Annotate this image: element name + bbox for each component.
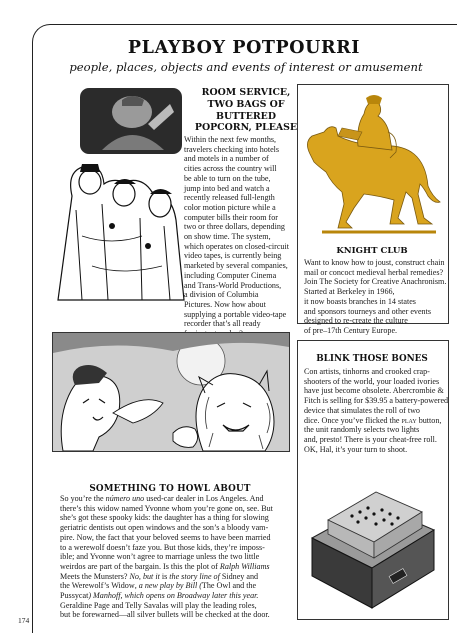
room-service-body-line: jump into bed and watch a: [184, 183, 270, 193]
blink-bones-body-line: have just become obsolete. Abercrombie &: [304, 386, 444, 396]
howl-body-line: [60, 591, 290, 601]
page-title: PLAYBOY POTPOURRI: [127, 38, 361, 58]
blink-bones-body-line: and, presto! There is your cheat-free roll.: [304, 434, 437, 444]
page-number: 174: [18, 616, 30, 625]
howl-italic-text: the story line of: [167, 571, 222, 581]
room-service-body-line: Pictures. Now how about: [184, 299, 266, 309]
room-service-body-line: supplying a portable video-tape: [184, 309, 287, 319]
room-service-body-line: recently released full-length: [184, 193, 275, 203]
knight-club-body-line: designed to re-create the culture: [304, 316, 408, 326]
howl-text: Geraldine Page and Telly Savalas will play the leading roles,: [60, 600, 257, 610]
room-service-body-line: and Trans-World Productions,: [184, 280, 282, 290]
howl-text: Meets the Munsters?: [60, 571, 128, 581]
howl-text: is: [161, 571, 168, 581]
page-subtitle: people, places, objects and events of interest or amusement: [69, 60, 423, 74]
room-service-body-line: video tapes, is currently being: [184, 251, 282, 261]
howl-text: but be forewarned—all silver bullets will be checked at the door.: [60, 610, 270, 620]
room-service-body-line: marketed by several companies,: [184, 261, 288, 271]
room-service-headline-line: ROOM SERVICE,: [201, 87, 291, 98]
howl-body-line: [60, 504, 290, 514]
howl-body-line: [60, 581, 290, 591]
howl-italic-text: , a new play by Bill (: [134, 581, 202, 591]
howl-italic-text: ) Manhoff, which opens on Broadway later this year.: [88, 591, 259, 601]
movie-illustration: [52, 86, 202, 308]
knight-club-body-line: Join The Society for Creative Anachronism.: [304, 277, 447, 287]
blink-bones-body-line: [304, 416, 444, 426]
blink-bones-body-line: Con artists, tinhorns and crooked crap-: [304, 367, 430, 376]
howl-body-line: [60, 513, 290, 523]
howl-body: [60, 494, 290, 620]
werewolf-illustration: [52, 332, 290, 452]
howl-italic-text: número uno: [105, 494, 145, 503]
play-button-word: play: [401, 415, 417, 425]
howl-italic-text: No, but it: [127, 571, 162, 581]
howl-body-line: [60, 523, 290, 533]
room-service-body-line: which operates on closed-circuit: [184, 241, 289, 251]
howl-body-line: [60, 543, 290, 553]
howl-text: Pussycat: [60, 591, 89, 601]
howl-text: pire. Now, the fact that your beloved seems to have been married: [60, 532, 271, 542]
blink-bones-headline: BLINK THOSE BONES: [316, 354, 428, 364]
electronic-dice-icon: [302, 460, 442, 612]
room-service-headline-line: TWO BAGS OF: [207, 98, 285, 110]
room-service-body-line: be able to turn on the tube,: [184, 173, 271, 183]
howl-body-line: [60, 610, 290, 620]
room-service-body: [184, 135, 304, 339]
howl-text: The Owl and the: [201, 581, 257, 591]
howl-text: geriatric dentists out open windows and the son’s a bloody vam-: [60, 523, 269, 533]
knight-club-body-line: Started at Berkeley in 1966,: [304, 287, 395, 297]
werewolf-illustration-svg: [53, 333, 289, 451]
knight-club-body-line: of pre–17th Century Europe.: [304, 325, 398, 335]
knight-club-body-line: Want to know how to joust, construct chain: [304, 258, 445, 267]
room-service-headline: [186, 87, 306, 134]
room-service-body-line: two or three dollars, depending: [184, 222, 285, 232]
howl-text: the Werewolf’s Widow: [60, 581, 135, 591]
knight-club-body: [304, 258, 447, 336]
knight-club-body-line: it now boasts branches in 14 states: [304, 296, 416, 306]
howl-text: ible; and Yvonne won’t agree to marriage unless the two little: [60, 552, 260, 562]
movie-illustration-svg: [52, 86, 202, 308]
blink-bones-body-line-start: dice. Once you’ve flicked the: [304, 415, 400, 425]
howl-text: she’s got these spooky kids: the daughter has a thing for slowing: [60, 513, 269, 523]
electronic-dice-image: [302, 460, 442, 612]
room-service-body-line: computer bills their room for: [184, 212, 278, 222]
blink-bones-body-line: OK, Hal, it’s your turn to shoot.: [304, 444, 408, 454]
room-service-body-line: Within the next few months,: [184, 135, 277, 144]
after-play-text: button,: [416, 415, 442, 425]
room-service-body-line: a division of Columbia: [184, 290, 259, 300]
howl-text: there’s this widow named Yvonne whom you’re gone on, see. But: [60, 503, 273, 513]
knight-statue-image: [302, 92, 442, 242]
room-service-body-line: travelers checking into hotels: [184, 144, 280, 154]
howl-text: So you’re the: [60, 494, 106, 503]
room-service-body-line: and motels in a number of: [184, 154, 269, 164]
knight-club-headline: KNIGHT CLUB: [336, 246, 408, 256]
blink-bones-body-line: Fitch is selling for $39.95 a battery-powered: [304, 396, 449, 406]
howl-text: weirdos are part of the bargain. Is this the plot of: [60, 561, 220, 571]
blink-bones-body-line: the unit randomly selects two lights: [304, 425, 420, 435]
horse-rider-statue-icon: [302, 92, 442, 242]
howl-text: Sidney and: [221, 571, 259, 581]
howl-body-line: [60, 533, 290, 543]
howl-italic-text: Ralph Williams: [219, 561, 270, 571]
room-service-body-line: cities across the country will: [184, 164, 277, 174]
howl-text: to a werewolf doesn’t faze you. But those kids, they’re imposs-: [60, 542, 265, 552]
blink-bones-body-line: shooters of the world, your loaded ivories: [304, 376, 440, 386]
howl-text: used-car dealer in Los Angeles. And: [144, 494, 264, 503]
room-service-body-line: including Computer Cinema: [184, 270, 277, 280]
blink-bones-body: [304, 367, 449, 454]
howl-headline: SOMETHING TO HOWL ABOUT: [89, 484, 251, 494]
room-service-body-line: on show time. The system,: [184, 232, 271, 242]
howl-body-line: [60, 601, 290, 611]
room-service-headline-line: BUTTERED: [216, 110, 276, 122]
howl-body-line: [60, 552, 290, 562]
room-service-body-line: color motion picture while a: [184, 202, 276, 212]
room-service-headline-line: POPCORN, PLEASE: [194, 122, 298, 134]
howl-body-line: [60, 562, 290, 572]
howl-body-line: [60, 572, 290, 582]
knight-club-body-line: mail or concoct medieval herbal remedies?: [304, 267, 444, 277]
blink-bones-body-line: device that simulates the roll of two: [304, 405, 420, 415]
knight-club-body-line: and sponsors tourneys and other events: [304, 306, 432, 316]
room-service-body-line: recorder that’s all ready: [184, 319, 261, 329]
howl-body-line: [60, 494, 290, 504]
